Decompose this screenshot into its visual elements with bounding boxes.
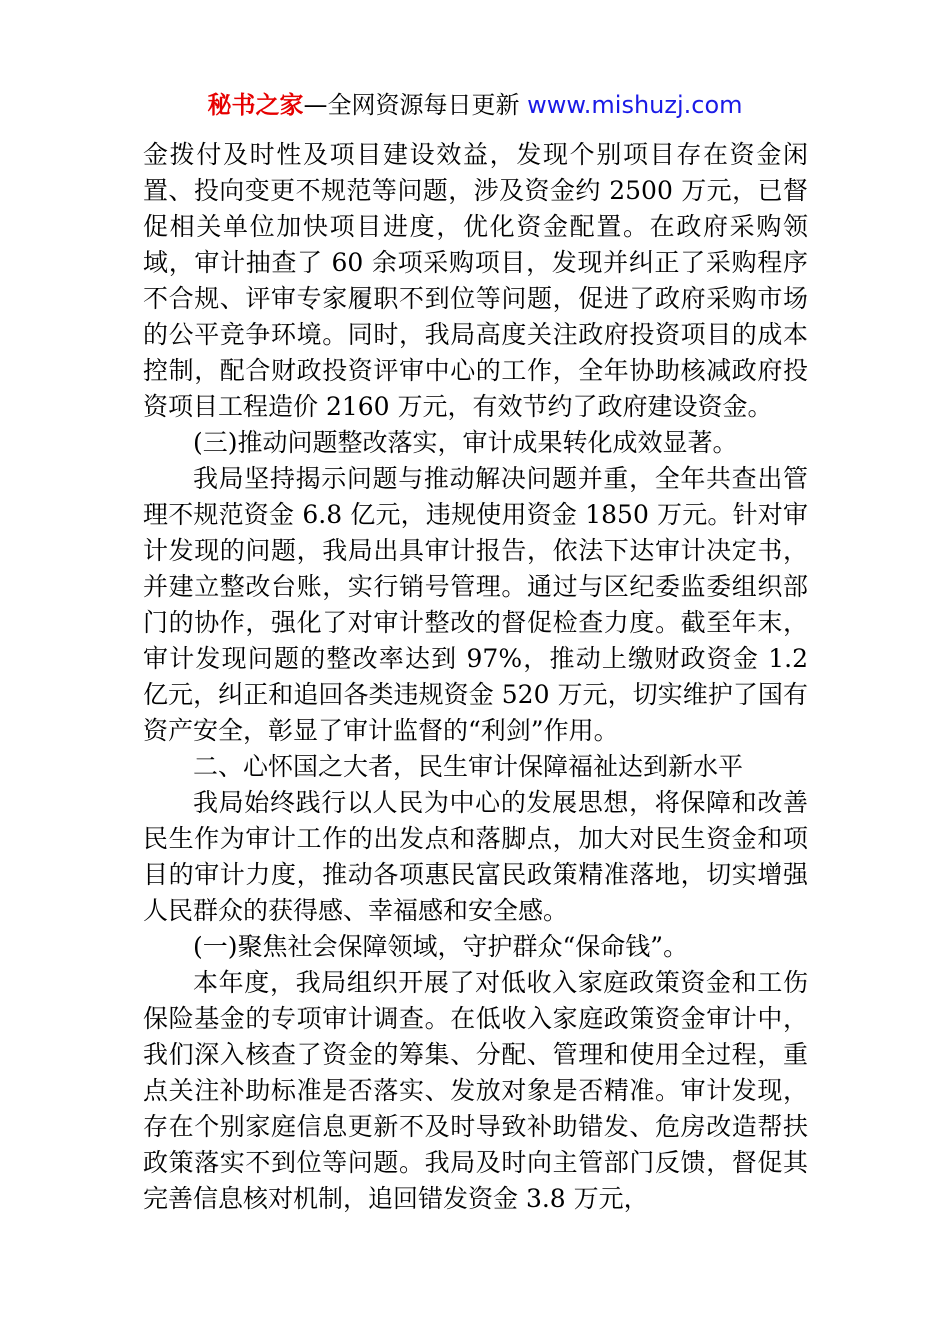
site-url-link[interactable]: www.mishuzj.com — [527, 91, 743, 119]
paragraph: 我局始终践行以人民为中心的发展思想，将保障和改善民生作为审计工作的出发点和落脚点，加大对民生资金和项目的审计力度，推动各项惠民富民政策精准落地，切实增强人民群众的获得感、幸福感和安全感。 — [143, 788, 808, 925]
site-header — [0, 88, 950, 122]
chapter-heading-2: 二、心怀国之大者，民生审计保障福祉达到新水平 — [193, 752, 744, 781]
paragraph-continuation: 金拨付及时性及项目建设效益，发现个别项目存在资金闲置、投向变更不规范等问题，涉及资金约 2500 万元，已督促相关单位加快项目进度，优化资金配置。在政府采购领域，审计抽查了 60 余项采购项目，发现并纠正了采购程序不合规、评审专家履职不到位等问题，促进了政府采购市场的公平竞争环境。同时，我局高度关注政府投资项目的成本控制，配合财政投资评审中心的工作，全年协助核减政府投资项目工程造价 2160 万元，有效节约了政府建设资金。 — [143, 140, 808, 421]
section-heading-1: (一)聚焦社会保障领域，守护群众“保命钱”。 — [193, 932, 689, 961]
site-tagline: —全网资源每日更新 — [303, 91, 528, 119]
paragraph: 本年度，我局组织开展了对低收入家庭政策资金和工伤保险基金的专项审计调查。在低收入家庭政策资金审计中，我们深入核查了资金的筹集、分配、管理和使用全过程，重点关注补助标准是否落实、发放对象是否精准。审计发现，存在个别家庭信息更新不及时导致补助错发、危房改造帮扶政策落实不到位等问题。我局及时向主管部门反馈，督促其完善信息核对机制，追回错发资金 3.8 万元， — [143, 968, 808, 1213]
document-body — [143, 137, 808, 1217]
site-brand: 秘书之家 — [207, 91, 304, 119]
paragraph: 我局坚持揭示问题与推动解决问题并重，全年共查出管理不规范资金 6.8 亿元，违规使用资金 1850 万元。针对审计发现的问题，我局出具审计报告，依法下达审计决定书，并建立整改台账，实行销号管理。通过与区纪委监委组织部门的协作，强化了对审计整改的督促检查力度。截至年末，审计发现问题的整改率达到 97%，推动上缴财政资金 1.2 亿元，纠正和追回各类违规资金 520 万元，切实维护了国有资产安全，彰显了审计监督的“利剑”作用。 — [143, 464, 808, 745]
section-heading-3: (三)推动问题整改落实，审计成果转化成效显著。 — [193, 428, 738, 457]
